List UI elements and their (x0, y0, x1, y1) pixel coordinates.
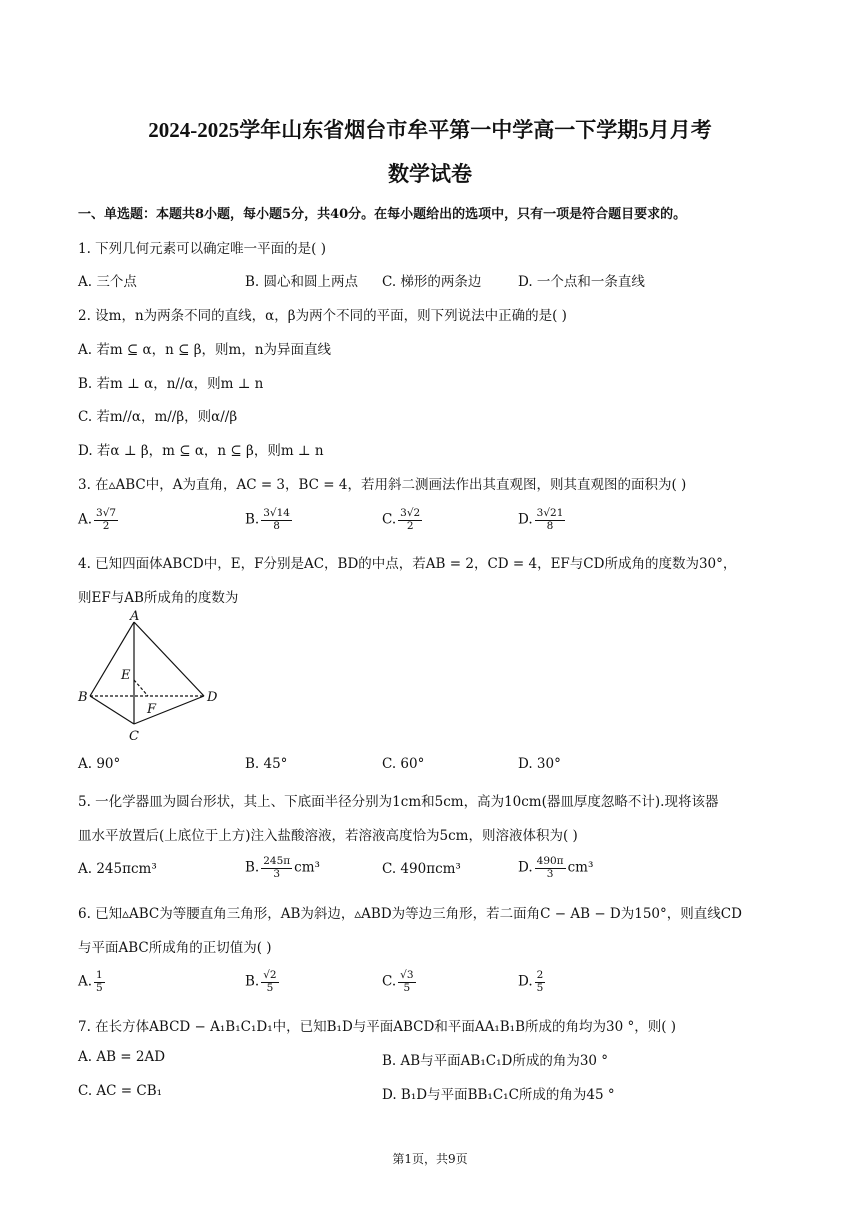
q4-option-a: A. 90° (78, 756, 121, 772)
label-b: B (78, 690, 88, 705)
q1-option-d: D. 一个点和一条直线 (518, 274, 645, 290)
q7-option-d: D. B₁D与平面BB₁C₁C所成的角为45 ° (382, 1087, 615, 1103)
q2-option-c: C. 若m//α，m//β，则α//β (78, 409, 238, 425)
q1-option-c: C. 梯形的两条边 (382, 274, 482, 290)
q4-stem-line1: 4. 已知四面体ABCD中，E，F分别是AC，BD的中点，若AB = 2，CD = 4，EF与CD所成角的度数为30°， (78, 556, 737, 572)
q4-option-c: C. 60° (382, 756, 425, 772)
page-footer: 第1页，共9页 (392, 1152, 468, 1166)
label-d: D (207, 690, 218, 705)
q4-option-d: D. 30° (518, 756, 561, 772)
q7-stem: 7. 在长方体ABCD − A₁B₁C₁D₁中，已知B₁D与平面ABCD和平面AA₁B₁B所成的角均为30 °，则( ) (78, 1019, 677, 1035)
edge-ab (90, 622, 134, 696)
q6-option-c: C. $\frac{√3}{5}$ (382, 969, 414, 994)
q6-option-d: D. $\frac{2}{5}$ (518, 969, 544, 994)
document-title: 2024-2025学年山东省烟台市牟平第一中学高一下学期5月月考 (148, 118, 712, 142)
q5-option-c: C. 490πcm³ (382, 861, 461, 877)
document-subtitle: 数学试卷 (388, 162, 472, 186)
q3-stem: 3. 在▵ABC中，A为直角，AC = 3，BC = 4，若用斜二测画法作出其直观图，则其直观图的面积为( ) (78, 477, 687, 493)
q7-option-a: A. AB = 2AD (78, 1049, 166, 1065)
q6-option-a: A. $\frac{1}{5}$ (78, 969, 103, 994)
label-a: A (130, 610, 140, 624)
edge-bc (90, 696, 134, 724)
q5-stem-line1: 5. 一化学器皿为圆台形状，其上、下底面半径分别为1cm和5cm，高为10cm(器皿厚度忽略不计).现将该器 (78, 794, 719, 810)
q5-option-b: B. $\frac{245\pi}{3}$ cm³ (245, 855, 320, 880)
q3-option-c: C. $\frac{3√2}{2}$ (382, 507, 421, 532)
q6-stem-line2: 与平面ABC所成角的正切值为( ) (78, 940, 272, 956)
label-c: C (129, 729, 139, 744)
q5-stem-line2: 皿水平放置后(上底位于上方)注入盐酸溶液，若溶液高度恰为5cm，则溶液体积为( ) (78, 828, 578, 844)
q2-option-b: B. 若m ⊥ α，n//α，则m ⊥ n (78, 376, 264, 392)
q3-option-d: D. $\frac{3√21}{8}$ (518, 507, 564, 532)
q2-stem: 2. 设m，n为两条不同的直线，α，β为两个不同的平面，则下列说法中正确的是( ) (78, 308, 567, 324)
q2-option-d: D. 若α ⊥ β，m ⊆ α，n ⊆ β，则m ⊥ n (78, 443, 324, 459)
q3-option-a: A. $\frac{3√7}{2}$ (78, 507, 117, 532)
label-e: E (121, 668, 131, 683)
q1-option-b: B. 圆心和圆上两点 (245, 274, 359, 290)
edge-ad (134, 622, 204, 696)
q4-stem-line2: 则EF与AB所成角的度数为 (78, 590, 239, 606)
edge-cd (134, 696, 204, 724)
label-f: F (147, 702, 157, 717)
q7-option-c: C. AC = CB₁ (78, 1083, 163, 1099)
q3-option-b: B. $\frac{3√14}{8}$ (245, 507, 290, 532)
section-heading: 一、单选题：本题共8小题，每小题5分，共40分。在每小题给出的选项中，只有一项是符合题目要求的。 (78, 207, 687, 222)
q4-option-b: B. 45° (245, 756, 288, 772)
q5-option-d: D. $\frac{490\pi}{3}$ cm³ (518, 855, 594, 880)
segment-ef-hidden (134, 680, 148, 696)
q2-option-a: A. 若m ⊆ α，n ⊆ β，则m，n为异面直线 (78, 342, 332, 358)
q5-option-a: A. 245πcm³ (78, 861, 157, 877)
q7-option-b: B. AB与平面AB₁C₁D所成的角为30 ° (382, 1053, 609, 1069)
q1-stem: 1. 下列几何元素可以确定唯一平面的是( ) (78, 241, 326, 257)
q6-stem-line1: 6. 已知▵ABC为等腰直角三角形，AB为斜边，▵ABD为等边三角形，若二面角C − AB − D为150°，则直线CD (78, 906, 742, 922)
q6-option-b: B. $\frac{√2}{5}$ (245, 969, 277, 994)
tetrahedron-figure (72, 610, 232, 750)
q1-option-a: A. 三个点 (78, 274, 137, 290)
